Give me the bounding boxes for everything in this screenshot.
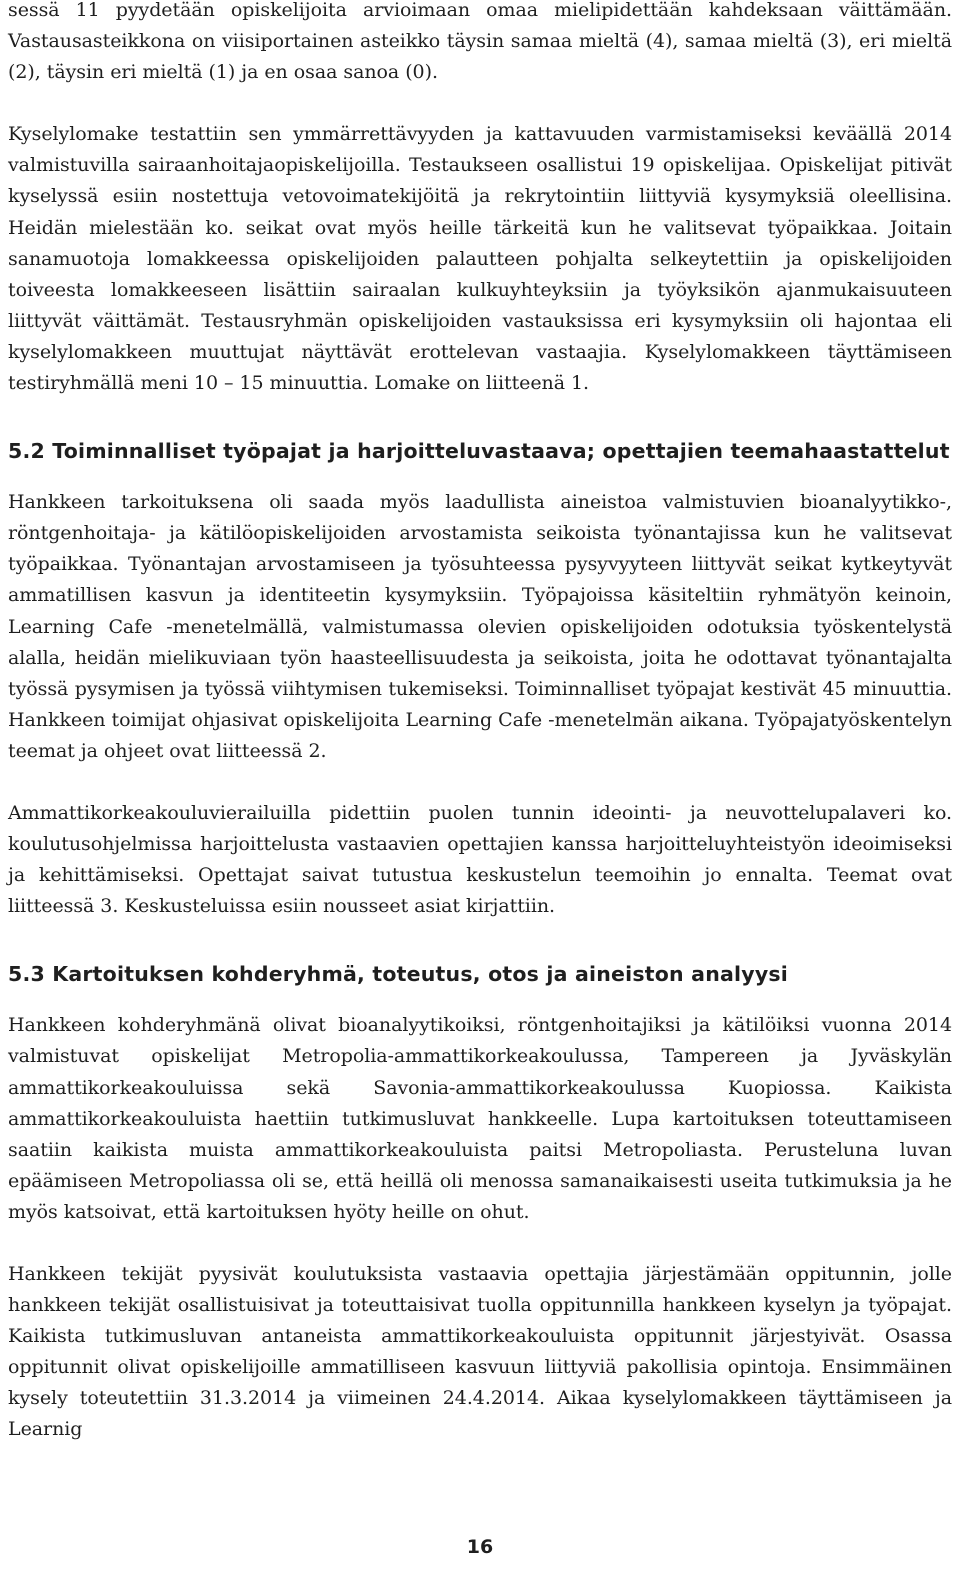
paragraph-teacher-visits: Ammattikorkeakouluvierailuilla pidettiin puolen tunnin ideointi- ja neuvottelupalaveri ko. koulutusohjelmissa harjoittelusta vastaavien opettajien kanssa harjoitteluyhteistyön ideoimiseksi ja kehittämiseksi. Opettajat saivat tutustua keskustelun teemoihin jo ennalta. Teemat ovat liitteessä 3. Keskusteluissa esiin nousseet asiat kirjattiin.	[8, 801, 952, 918]
document-page	[8, 0, 952, 1446]
section-heading-5-3: 5.3 Kartoituksen kohderyhmä, toteutus, otos ja aineiston analyysi	[8, 962, 789, 987]
paragraph-intro-continued: sessä 11 pyydetään opiskelijoita arvioimaan omaa mielipidettään kahdeksaan väittämään. Vastausasteikkona on viisiportainen asteikko täysin samaa mieltä (4), samaa mieltä (3), eri mieltä (2), täysin eri mieltä (1) ja en osaa sanoa (0).	[8, 0, 952, 84]
paragraph-questionnaire-testing: Kyselylomake testattiin sen ymmärrettävyyden ja kattavuuden varmistamiseksi keväällä 2014 valmistuvilla sairaanhoitajaopiskelijoilla. Testaukseen osallistui 19 opiskelijaa. Opiskelijat pitivät kyselyssä esiin nostettuja vetovoimatekijöitä ja rekrytointiin liittyviä kysymyksiä oleellisina. Heidän mielestään ko. seikat ovat myös heille tärkeitä kun he valitsevat työpaikkaa. Joitain sanamuotoja lomakkeessa opiskelijoiden palautteen pohjalta selkeytettiin ja opiskelijoiden toiveesta lomakkeeseen lisättiin sairaalan kulkuyhteyksiin ja työyksikön ajanmukaisuuteen liittyvät väittämät. Testausryhmän opiskelijoiden vastauksissa eri kysymyksiin oli hajontaa eli kyselylomakkeen muuttujat näyttävät erottelevan vastaajia. Kyselylomakkeen täyttämiseen testiryhmällä meni 10 – 15 minuuttia. Lomake on liitteenä 1.	[8, 123, 952, 395]
section-heading-5-2: 5.2 Toiminnalliset työpajat ja harjoitteluvastaava; opettajien teemahaastattelut	[8, 439, 950, 464]
paragraph-implementation: Hankkeen tekijät pyysivät koulutuksista vastaavia opettajia järjestämään oppitunnin, jolle hankkeen tekijät osallistuisivat ja toteuttaisivat tuolla oppitunnilla hankkeen kyselyn ja työpajat. Kaikista tutkimusluvan antaneista ammattikorkeakouluista oppitunnit järjestyivät. Osassa oppitunnit olivat opiskelijoille ammatilliseen kasvuun liittyviä pakollisia opintoja. Ensimmäinen kysely toteutettiin 31.3.2014 ja viimeinen 24.4.2014. Aikaa kyselylomakkeen täyttämiseen ja Learnig	[8, 1263, 952, 1441]
paragraph-target-group: Hankkeen kohderyhmänä olivat bioanalyytikoiksi, röntgenhoitajiksi ja kätilöiksi vuonna 2014 valmistuvat opiskelijat Metropolia-ammattikorkeakoulussa, Tampereen ja Jyväskylän ammattikorkeakouluissa sekä Savonia-ammattikorkeakoulussa Kuopiossa. Kaikista ammattikorkeakouluista haettiin tutkimusluvat hankkeelle. Lupa kartoituksen toteuttamiseen saatiin kaikista muista ammattikorkeakouluista paitsi Metropoliasta. Perusteluna luvan epäämiseen Metropoliassa oli se, että heillä oli menossa samanaikaisesti useita tutkimuksia ja he myös katsoivat, että kartoituksen hyöty heille on ohut.	[8, 1014, 952, 1223]
page-number: 16	[466, 1536, 494, 1558]
paragraph-workshops: Hankkeen tarkoituksena oli saada myös laadullista aineistoa valmistuvien bioanalyytikko-, röntgenhoitaja- ja kätilöopiskelijoiden arvostamista seikoista työnantajissa kun he valitsevat työpaikkaa. Työnantajan arvostamiseen ja työsuhteessa pysyvyyteen liittyvät seikat kytkeytyvät ammatillisen kasvun ja identiteetin kysymyksiin. Työpajoissa käsiteltiin ryhmätyön keinoin, Learning Cafe -menetelmällä, valmistumassa olevien opiskelijoiden odotuksia työskentelystä alalla, heidän mielikuviaan työn haasteellisuudesta ja seikoista, joita he odottavat työnantajalta työssä pysymisen ja työssä viihtymisen tukemiseksi. Toiminnalliset työpajat kestivät 45 minuuttia. Hankkeen toimijat ohjasivat opiskelijoita Learning Cafe -menetelmän aikana. Työpajatyöskentelyn teemat ja ohjeet ovat liitteessä 2.	[8, 491, 952, 762]
